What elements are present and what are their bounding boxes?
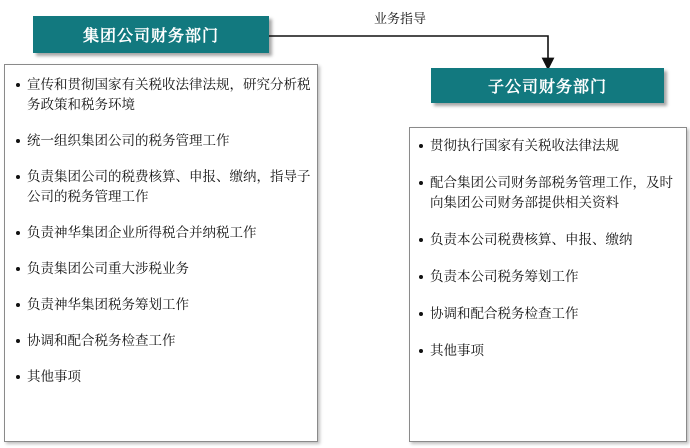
hq-duties-box: [4, 64, 318, 442]
subsidiary-duty-item: 负责本公司税务筹划工作: [418, 267, 682, 287]
subsidiary-finance-dept-header: 子公司财务部门: [431, 68, 664, 103]
guidance-label: 业务指导: [374, 12, 427, 27]
subsidiary-duty-item: 贯彻执行国家有关税收法律法规: [418, 136, 682, 156]
subsidiary-duties-list: [418, 136, 682, 361]
guidance-arrow: [269, 36, 548, 64]
subsidiary-duty-item: 其他事项: [418, 341, 682, 361]
hq-duty-item: 负责神华集团税务筹划工作: [15, 295, 313, 315]
subsidiary-duty-item: 配合集团公司财务部税务管理工作，及时向集团公司财务部提供相关资料: [418, 173, 682, 213]
hq-duty-item: 负责集团公司的税费核算、申报、缴纳，指导子公司的税务管理工作: [15, 167, 313, 207]
hq-duty-item: 宣传和贯彻国家有关税收法律法规，研究分析税务政策和税务环境: [15, 75, 313, 115]
subsidiary-duty-item: 负责本公司税费核算、申报、缴纳: [418, 230, 682, 250]
subsidiary-duties-box: [409, 127, 687, 442]
hq-duty-item: 统一组织集团公司的税务管理工作: [15, 131, 313, 151]
subsidiary-duty-item: 协调和配合税务检查工作: [418, 304, 682, 324]
hq-duty-item: 其他事项: [15, 367, 313, 387]
hq-duty-item: 负责集团公司重大涉税业务: [15, 259, 313, 279]
hq-duty-item: 负责神华集团企业所得税合并纳税工作: [15, 223, 313, 243]
hq-duty-item: 协调和配合税务检查工作: [15, 331, 313, 351]
hq-finance-dept-header: 集团公司财务部门: [33, 16, 269, 53]
hq-duties-list: [15, 75, 313, 387]
